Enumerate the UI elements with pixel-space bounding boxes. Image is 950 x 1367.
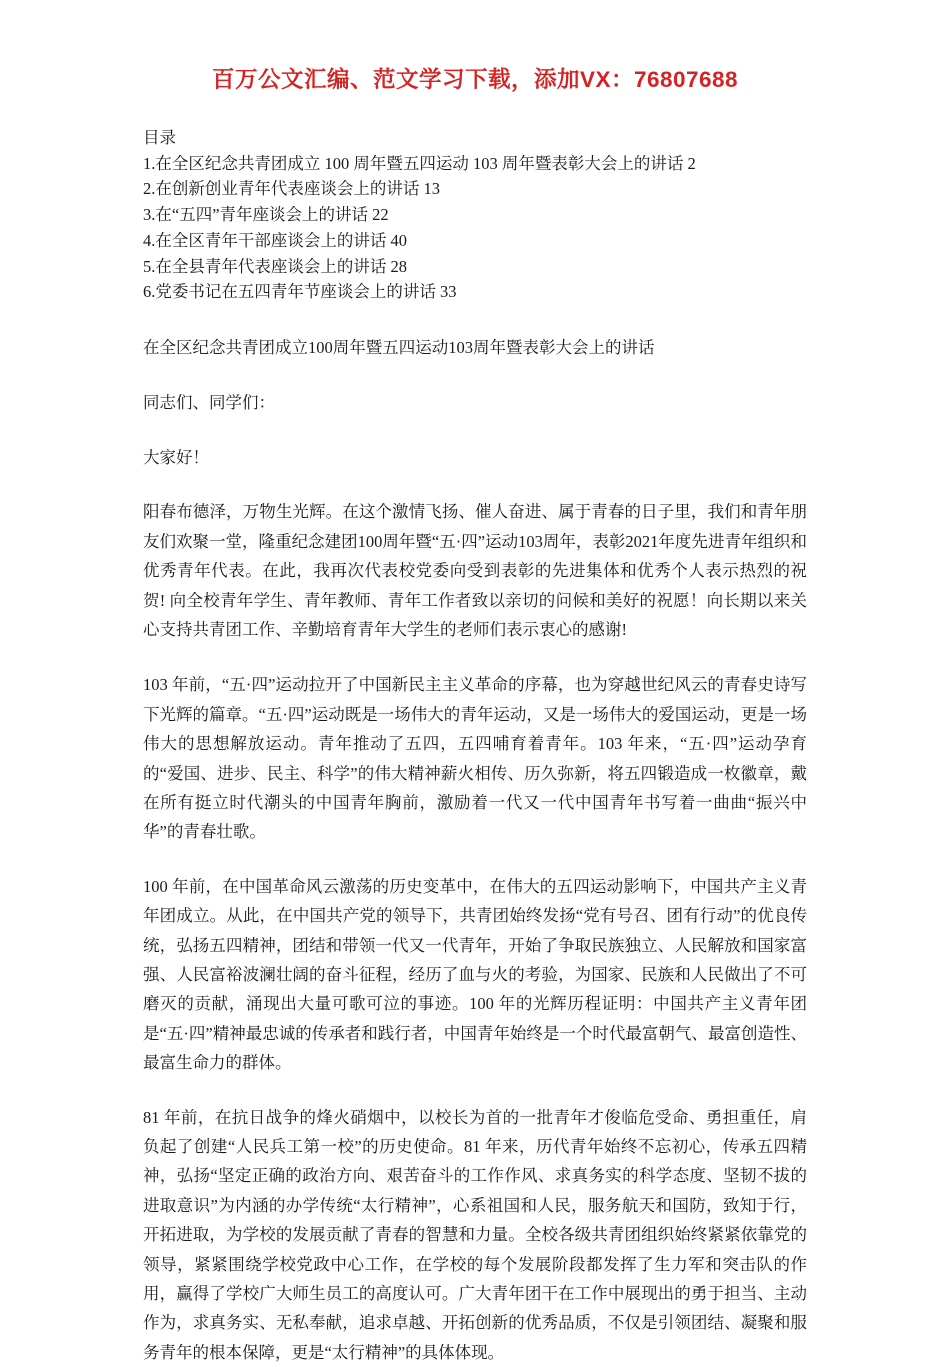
toc-heading: 目录 bbox=[143, 128, 176, 147]
toc-entry-6[interactable]: 6.党委书记在五四青年节座谈会上的讲话 33 bbox=[143, 282, 457, 302]
salutation: 同志们、同学们： bbox=[143, 393, 275, 413]
toc-entry-5[interactable]: 5.在全县青年代表座谈会上的讲话 28 bbox=[143, 256, 407, 276]
toc-entry-3[interactable]: 3.在“五四”青年座谈会上的讲话 22 bbox=[143, 205, 389, 225]
toc-entry-2[interactable]: 2.在创新创业青年代表座谈会上的讲话 13 bbox=[143, 179, 440, 199]
body-paragraph-1: 阳春布德泽，万物生光辉。在这个激情飞扬、催人奋进、属于青春的日子里，我们和青年朋友们欢聚一堂，隆重纪念建团100周年暨“五·四”运动103周年，表彰2021年度先进青年组织和优秀青年代表。在此，我再次代表校党委向受到表彰的先进集体和优秀个人表示热烈的祝贺! 向全校青年学生、青年教师、青年工作者致以亲切的问候和美好的祝愿！向长期以来关心支持共青团工作、辛勤培育青年大学生的老师们表示衷心的感谢! bbox=[143, 502, 807, 639]
toc-entry-4[interactable]: 4.在全区青年干部座谈会上的讲话 40 bbox=[143, 230, 407, 250]
document-title: 在全区纪念共青团成立100周年暨五四运动103周年暨表彰大会上的讲话 bbox=[143, 338, 655, 358]
body-paragraph-4: 81 年前，在抗日战争的烽火硝烟中，以校长为首的一批青年才俊临危受命、勇担重任，肩负起了创建“人民兵工第一校”的历史使命。81 年来，历代青年始终不忘初心，传承五四精神，弘扬“坚定正确的政治方向、艰苦奋斗的工作作风、求真务实的科学态度、坚韧不拔的进取意识”为内涵的办学传统“太行精神”，心系祖国和人民，服务航天和国防，致知于行，开拓进取，为学校的发展贡献了青春的智慧和力量。全校各级共青团组织始终紧紧依靠党的领导，紧紧围绕学校党政中心工作，在学校的每个发展阶段都发挥了生力军和突击队的作用，赢得了学校广大师生员工的高度认可。广大青年团干在工作中展现出的勇于担当、主动作为，求真务实、无私奉献，追求卓越、开拓创新的优秀品质，不仅是引领团结、凝聚和服务青年的根本保障，更是“太行精神”的具体体现。 bbox=[143, 1107, 807, 1362]
table-of-contents bbox=[143, 125, 807, 305]
promo-banner: 百万公文汇编、范文学习下载，添加VX：76807688 bbox=[211, 67, 739, 92]
body-paragraph-2: 103 年前，“五·四”运动拉开了中国新民主主义革命的序幕，也为穿越世纪风云的青春史诗写下光辉的篇章。“五·四”运动既是一场伟大的青年运动，又是一场伟大的爱国运动，更是一场伟大的思想解放运动。青年推动了五四，五四哺育着青年。103 年来，“五·四”运动孕育的“爱国、进步、民主、科学”的伟大精神薪火相传、历久弥新，将五四锻造成一枚徽章，戴在所有挺立时代潮头的中国青年胸前，激励着一代又一代中国青年书写着一曲曲“振兴中华”的青春壮歌。 bbox=[143, 675, 807, 842]
greeting: 大家好！ bbox=[143, 448, 209, 468]
body-paragraph-3: 100 年前，在中国革命风云激荡的历史变革中，在伟大的五四运动影响下，中国共产主义青年团成立。从此，在中国共产党的领导下，共青团始终发扬“党有号召、团有行动”的优良传统，弘扬五四精神，团结和带领一代又一代青年，开始了争取民族独立、人民解放和国家富强、人民富裕波澜壮阔的奋斗征程，经历了血与火的考验，为国家、民族和人民做出了不可磨灭的贡献，涌现出大量可歌可泣的事迹。100 年的光辉历程证明：中国共产主义青年团是“五·四”精神最忠诚的传承者和践行者，中国青年始终是一个时代最富朝气、最富创造性、最富生命力的群体。 bbox=[143, 876, 807, 1073]
document-content bbox=[143, 125, 807, 1367]
toc-entry-1[interactable]: 1.在全区纪念共青团成立 100 周年暨五四运动 103 周年暨表彰大会上的讲话 2 bbox=[143, 153, 696, 173]
